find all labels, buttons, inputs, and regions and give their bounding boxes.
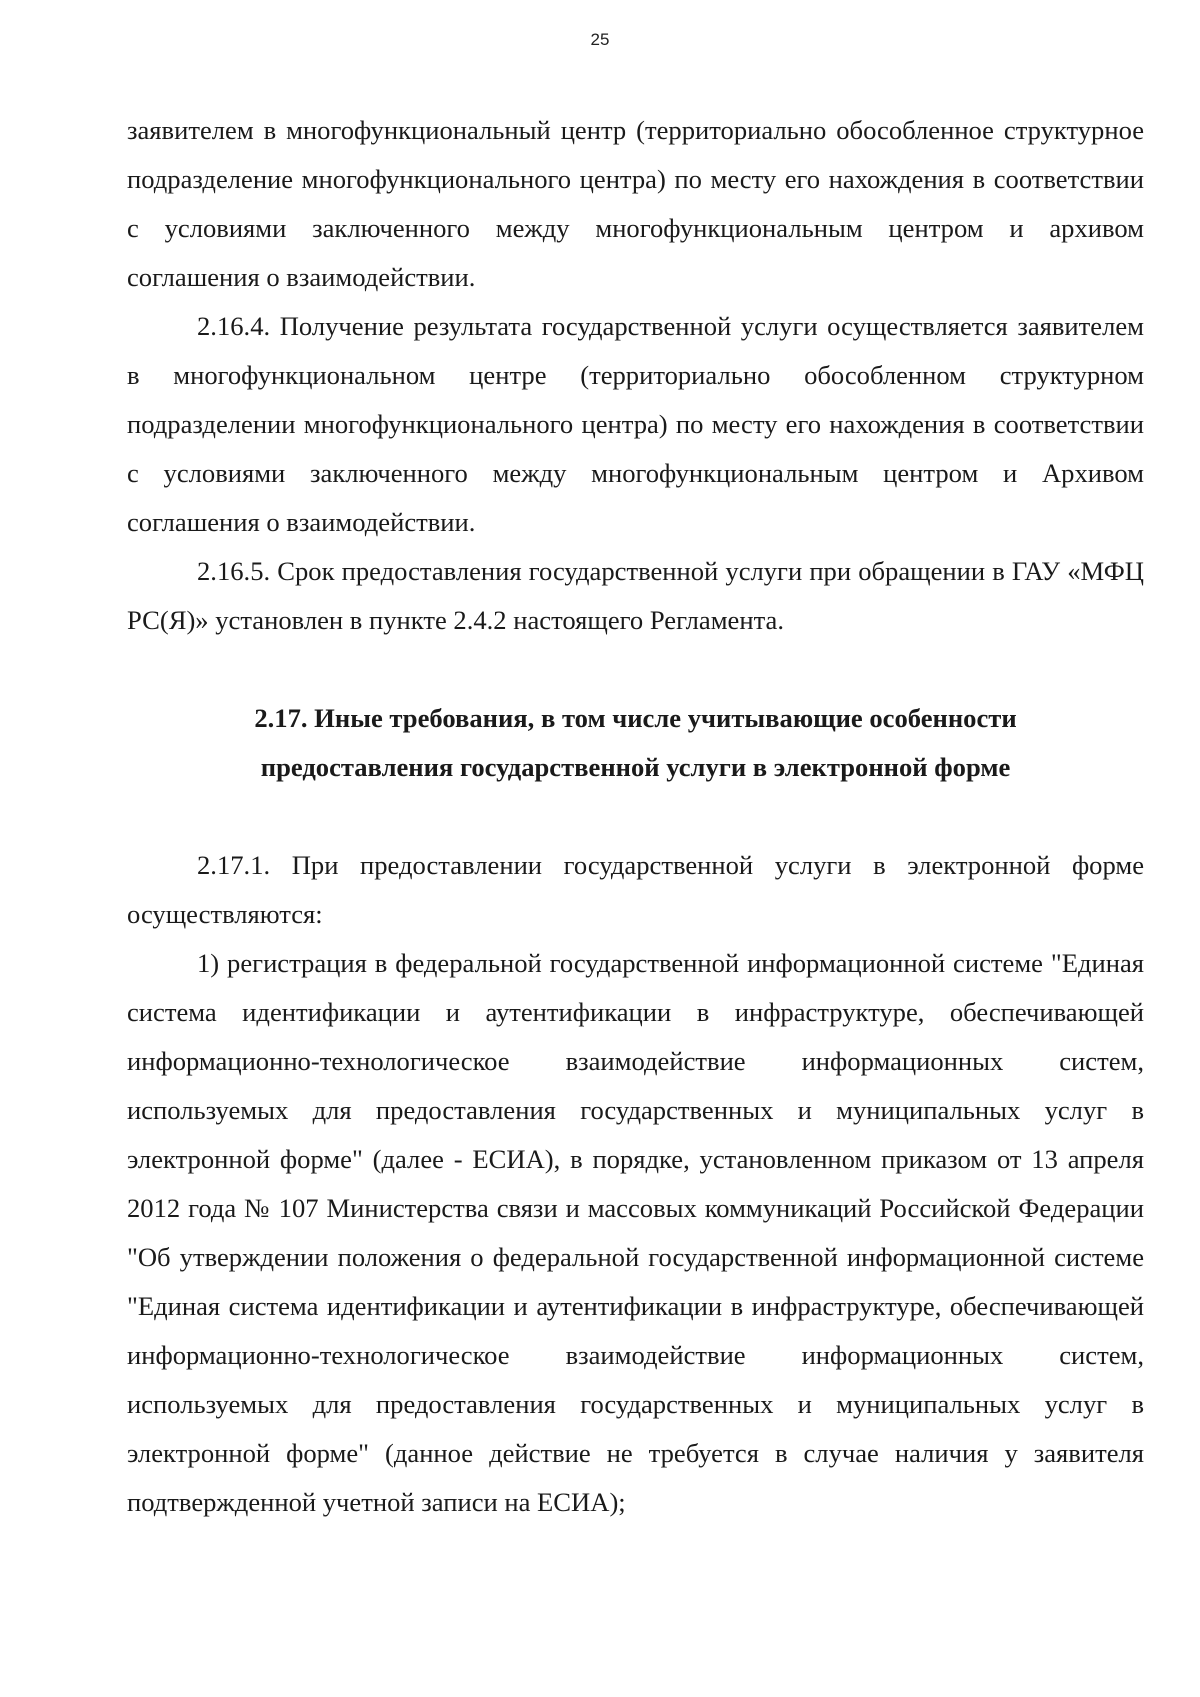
list-item-1: 1) регистрация в федеральной государственной информационной системе "Единая система идентификации и аутентификации в инфраструктуре, обеспечивающей информационно-технологическое взаимодействие информационных систем, используемых для предоставления государственных и муниципальных услуг в электронной форме" (далее - ЕСИА), в порядке, установленном приказом от 13 апреля 2012 года № 107 Министерства связи и массовых коммуникаций Российской Федерации "Об утверждении положения о федеральной государственной информационной системе "Единая система идентификации и аутентификации в инфраструктуре, обеспечивающей информационно-технологическое взаимодействие информационных систем, используемых для предоставления государственных и муниципальных услуг в электронной форме" (данное действие не требуется в случае наличия у заявителя подтвержденной учетной записи на ЕСИА);: [127, 948, 1144, 1517]
paragraph-2-17-1: 2.17.1. При предоставлении государственной услуги в электронной форме осуществляются:: [127, 850, 1144, 929]
section-heading-2-17: 2.17. Иные требования, в том числе учитывающие особенности предоставления государственной услуги в электронной форме: [254, 703, 1017, 782]
document-body: [127, 106, 1144, 1527]
page-number: 25: [590, 30, 610, 49]
paragraph-2-16-5: 2.16.5. Срок предоставления государственной услуги при обращении в ГАУ «МФЦ РС(Я)» установлен в пункте 2.4.2 настоящего Регламента.: [127, 556, 1144, 635]
paragraph-continuation: заявителем в многофункциональный центр (территориально обособленное структурное подразделение многофункционального центра) по месту его нахождения в соответствии с условиями заключенного между многофункциональным центром и архивом соглашения о взаимодействии.: [127, 115, 1144, 292]
paragraph-2-16-4: 2.16.4. Получение результата государственной услуги осуществляется заявителем в многофункциональном центре (территориально обособленном структурном подразделении многофункционального центра) по месту его нахождения в соответствии с условиями заключенного между многофункциональным центром и Архивом соглашения о взаимодействии.: [127, 311, 1144, 537]
